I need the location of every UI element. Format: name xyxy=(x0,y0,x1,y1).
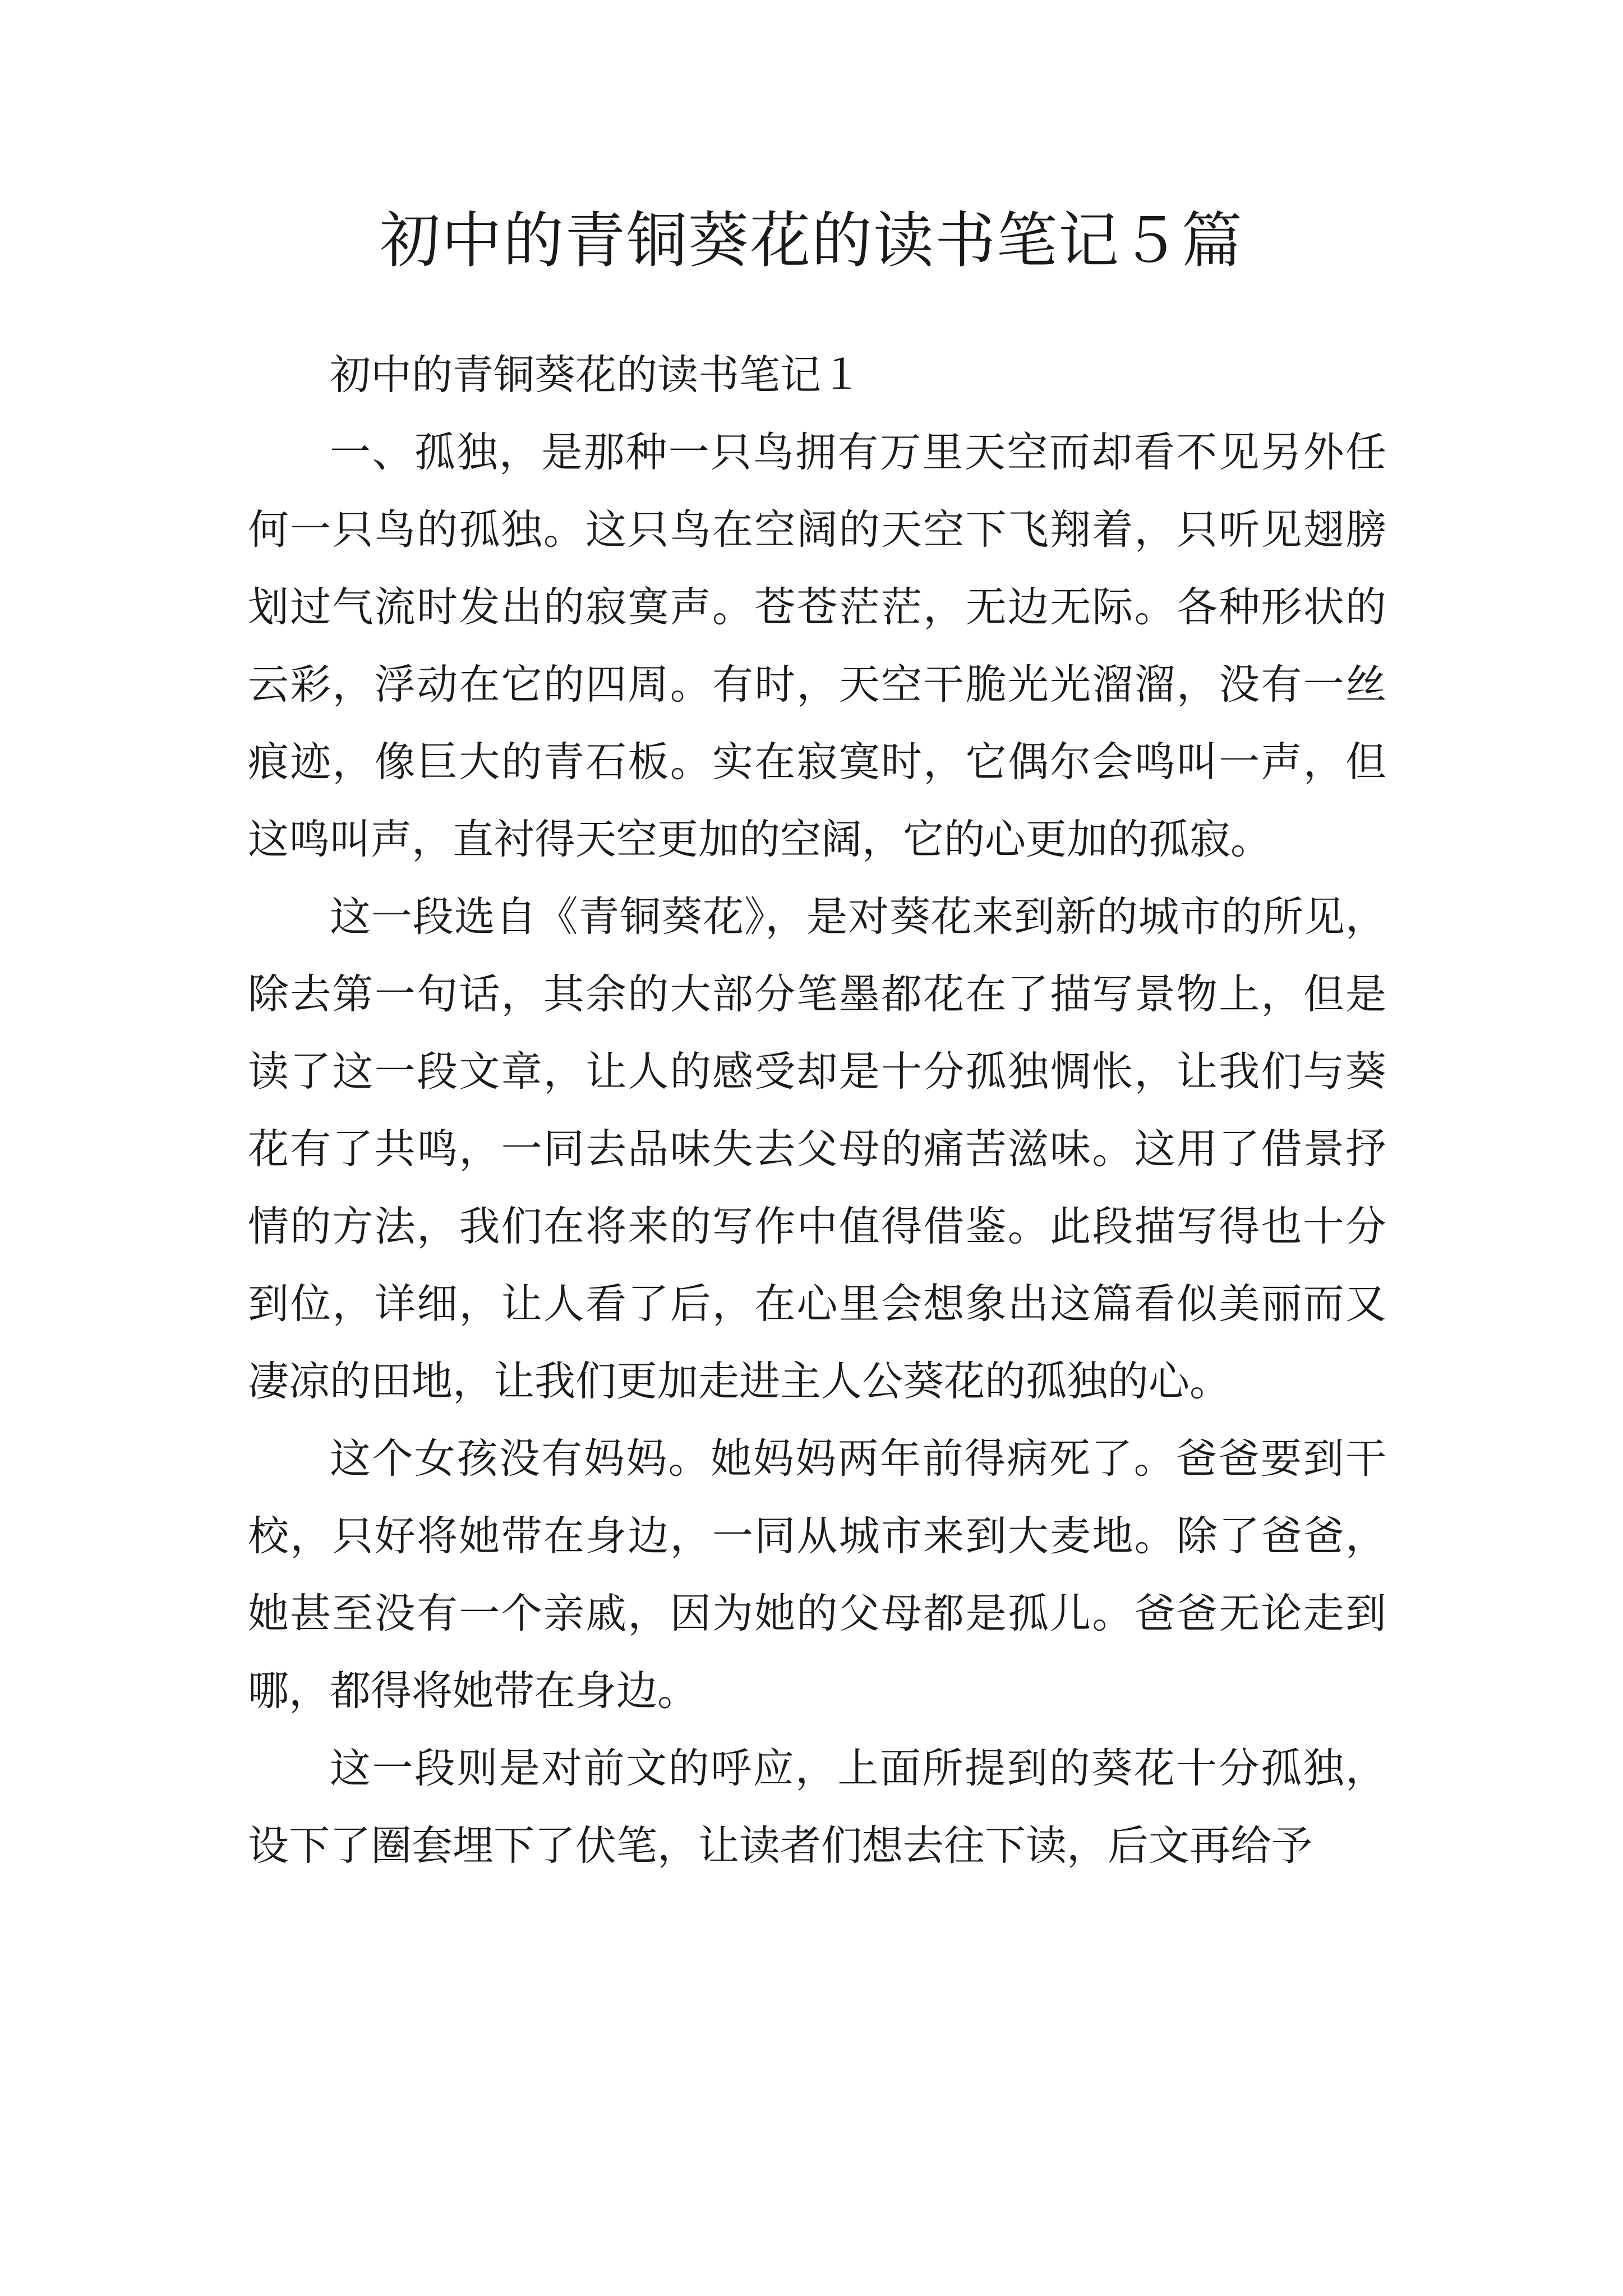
document-body xyxy=(248,337,1386,1885)
section-heading: 初中的青铜葵花的读书笔记１ xyxy=(330,351,862,399)
paragraph: 这一段选自《青铜葵花》，是对葵花来到新的城市的所见，除去第一句话，其余的大部分笔墨都花在了描写景物上，但是读了这一段文章，让人的感受却是十分孤独惆怅，让我们与葵花有了共鸣，一同去品味失去父母的痛苦滋味。这用了借景抒情的方法，我们在将来的写作中值得借鉴。此段描写得也十分到位，详细，让人看了后，在心里会想象出这篇看似美丽而又凄凉的田地，让我们更加走进主人公葵花的孤独的心。 xyxy=(248,893,1386,1405)
paragraph: 这一段则是对前文的呼应，上面所提到的葵花十分孤独，设下了圈套埋下了伏笔，让读者们想去往下读，后文再给予 xyxy=(248,1745,1386,1870)
paragraph: 一、孤独，是那种一只鸟拥有万里天空而却看不见另外任何一只鸟的孤独。这只鸟在空阔的天空下飞翔着，只听见翅膀划过气流时发出的寂寞声。苍苍茫茫，无边无际。各种形状的云彩，浮动在它的四周。有时，天空干脆光光溜溜，没有一丝痕迹，像巨大的青石板。实在寂寞时，它偶尔会鸣叫一声，但这鸣叫声，直衬得天空更加的空阔，它的心更加的孤寂。 xyxy=(248,429,1386,863)
document-title: 初中的青铜葵花的读书笔记５篇 xyxy=(379,206,1243,276)
paragraph: 这个女孩没有妈妈。她妈妈两年前得病死了。爸爸要到干校，只好将她带在身边，一同从城市来到大麦地。除了爸爸，她甚至没有一个亲戚，因为她的父母都是孤儿。爸爸无论走到哪，都得将她带在身边。 xyxy=(248,1435,1386,1715)
